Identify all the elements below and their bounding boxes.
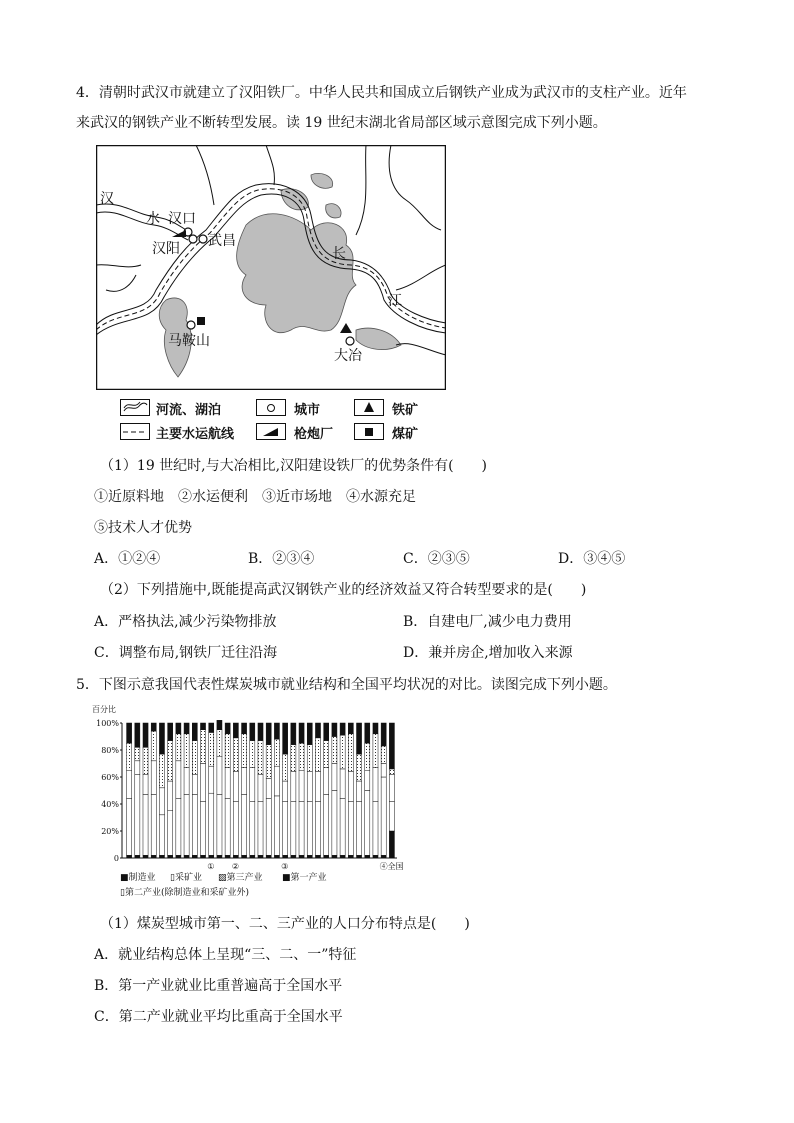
- chart-bar-segment: [266, 855, 271, 858]
- chart-bar-segment: [307, 772, 312, 802]
- q4-sub2-option-d[interactable]: D．兼并房企,增加收入来源: [403, 645, 573, 661]
- shipping-legend-icon: [120, 423, 150, 441]
- chart-bar-segment: [233, 772, 238, 802]
- chart-bar-segment: [307, 723, 312, 745]
- employment-chart: [92, 703, 412, 903]
- chart-bar-segment: [176, 734, 181, 761]
- chart-bar-segment: [299, 855, 304, 858]
- chart-bar-segment: [348, 772, 353, 802]
- chart-bar-segment: [299, 770, 304, 801]
- chart-ytick-label: 0: [113, 854, 119, 863]
- chart-bar-segment: [365, 791, 370, 856]
- chart-bar-segment: [176, 855, 181, 858]
- chart-bar-segment: [184, 768, 189, 795]
- iron-mine-legend-icon: [354, 399, 384, 417]
- chart-ylabel: 百分比: [92, 705, 116, 714]
- chart-bar-segment: [332, 764, 337, 791]
- chart-legend-entry: ■制造业: [120, 873, 156, 883]
- chart-bar-segment: [348, 734, 353, 772]
- label-hankou: 汉口: [168, 211, 196, 227]
- chart-bar-segment: [324, 795, 329, 856]
- chart-bar-segment: [151, 795, 156, 856]
- chart-bar-segment: [291, 723, 296, 745]
- map-svg: [96, 145, 446, 390]
- chart-bar-segment: [135, 723, 140, 747]
- chart-bar-segment: [389, 801, 394, 831]
- chart-bar-segment: [315, 738, 320, 772]
- chart-bar-segment: [266, 778, 271, 798]
- chart-bar-segment: [373, 855, 378, 858]
- chart-bar-segment: [299, 743, 304, 770]
- chart-bar-segment: [176, 723, 181, 734]
- chart-bar-segment: [143, 774, 148, 794]
- chart-ytick-label: 100%: [96, 719, 119, 728]
- coal-mine-legend-icon: [354, 423, 384, 441]
- q5-sub1-option-b[interactable]: B．第一产业就业比重普遍高于全国水平: [94, 978, 343, 994]
- chart-bar-segment: [217, 730, 222, 757]
- q4-sub2-option-b[interactable]: B．自建电厂,减少电力费用: [403, 614, 572, 630]
- chart-bar-segment: [356, 754, 361, 781]
- chart-bar-segment: [299, 801, 304, 855]
- city-wuchang-icon: [199, 235, 207, 243]
- chart-bar-segment: [200, 801, 205, 855]
- chart-bar-segment: [217, 855, 222, 858]
- chart-bar-segment: [200, 764, 205, 802]
- chart-bar-segment: [340, 769, 345, 799]
- chart-bar-segment: [348, 801, 353, 855]
- label-daye: 大冶: [334, 348, 362, 364]
- chart-bar-segment: [168, 811, 173, 856]
- q4-sub1-items-line2: ⑤技术人才优势: [94, 520, 192, 536]
- chart-bar-segment: [356, 855, 361, 858]
- map-legend: [118, 396, 438, 444]
- q5-sub1-option-a[interactable]: A．就业结构总体上呈现“三、二、一”特征: [94, 947, 357, 963]
- chart-legend-entry: ▯采矿业: [170, 873, 202, 883]
- chart-bar-segment: [135, 761, 140, 775]
- city-hanyang-icon: [189, 235, 197, 243]
- legend-arsenal: 枪炮厂: [294, 427, 334, 442]
- chart-bar-segment: [250, 801, 255, 855]
- q4-sub1-option-a[interactable]: A．①②④: [94, 551, 161, 567]
- chart-bar-segment: [168, 723, 173, 741]
- chart-bar-segment: [233, 855, 238, 858]
- chart-bar-segment: [217, 757, 222, 795]
- chart-bar-segment: [340, 723, 345, 735]
- chart-bar-segment: [307, 745, 312, 772]
- chart-bar-segment: [225, 799, 230, 856]
- chart-bar-segment: [151, 761, 156, 795]
- chart-bar-segment: [315, 772, 320, 802]
- chart-bar-segment: [192, 795, 197, 856]
- chart-bar-segment: [389, 769, 394, 774]
- chart-bar-segment: [192, 774, 197, 794]
- chart-bar-segment: [356, 723, 361, 754]
- chart-bar-segment: [381, 764, 386, 778]
- label-han: 汉: [100, 191, 114, 207]
- chart-bar-segment: [283, 855, 288, 858]
- chart-bar-segment: [143, 855, 148, 858]
- q4-sub2-question: （2）下列措施中,既能提高武汉钢铁产业的经济效益又符合转型要求的是( ): [100, 582, 587, 598]
- chart-bar-segment: [381, 777, 386, 855]
- chart-bar-segment: [307, 801, 312, 855]
- chart-bar-segment: [151, 723, 156, 731]
- chart-bar-segment: [200, 730, 205, 764]
- chart-bar-segment: [135, 747, 140, 761]
- chart-bar-segment: [266, 723, 271, 745]
- chart-legend-entry: ▨第三产业: [218, 873, 263, 883]
- q4-sub2-option-a[interactable]: A．严格执法,减少污染物排放: [94, 614, 277, 630]
- chart-bar-segment: [291, 801, 296, 855]
- chart-bar-segment: [258, 723, 263, 741]
- chart-ytick-label: 20%: [101, 827, 119, 836]
- chart-bar-segment: [381, 746, 386, 764]
- chart-bar-segment: [389, 723, 394, 769]
- chart-bar-segment: [348, 723, 353, 734]
- chart-bar-segment: [159, 855, 164, 858]
- chart-bar-segment: [233, 723, 238, 738]
- chart-bar-segment: [324, 723, 329, 741]
- label-wuchang: 武昌: [208, 233, 236, 249]
- chart-bar-segment: [340, 855, 345, 858]
- chart-bar-segment: [200, 855, 205, 858]
- label-jiang: 江: [388, 293, 402, 309]
- chart-bar-segment: [225, 768, 230, 799]
- arsenal-legend-icon: [256, 423, 286, 441]
- chart-bar-segment: [381, 723, 386, 746]
- chart-bar-segment: [233, 801, 238, 855]
- chart-bar-segment: [209, 855, 214, 858]
- chart-bar-segment: [356, 801, 361, 855]
- q5-stem: 5．下图示意我国代表性煤炭城市就业结构和全国平均状况的对比。读图完成下列小题。: [76, 677, 617, 693]
- chart-x-mark: ③: [281, 862, 289, 871]
- q5-sub1-question: （1）煤炭型城市第一、二、三产业的人口分布特点是( ): [100, 916, 470, 932]
- legend-coal-mine: 煤矿: [392, 427, 419, 442]
- chart-bar-segment: [307, 855, 312, 858]
- chart-bar-segment: [143, 723, 148, 747]
- chart-bar-segment: [209, 732, 214, 766]
- chart-bar-segment: [389, 774, 394, 801]
- chart-bar-segment: [356, 781, 361, 801]
- chart-bar-segment: [242, 768, 247, 795]
- chart-bar-segment: [324, 741, 329, 768]
- chart-bar-segment: [365, 723, 370, 743]
- chart-bar-segment: [324, 855, 329, 858]
- chart-bar-segment: [373, 801, 378, 855]
- city-daye-icon: [346, 337, 354, 345]
- employment-chart-svg: [92, 703, 412, 903]
- legend-river-lake: 河流、湖泊: [156, 403, 222, 418]
- chart-bar-segment: [127, 770, 132, 798]
- chart-bar-segment: [315, 723, 320, 738]
- chart-bar-segment: [143, 795, 148, 856]
- chart-bar-segment: [291, 745, 296, 772]
- q5-sub1-option-c[interactable]: C．第二产业就业平均比重高于全国水平: [94, 1009, 343, 1025]
- q4-stem-line1: 4．清朝时武汉市就建立了汉阳铁厂。中华人民共和国成立后钢铁产业成为武汉市的支柱产业。近年: [76, 85, 687, 101]
- chart-bar-segment: [192, 741, 197, 775]
- chart-bar-segment: [250, 723, 255, 741]
- chart-bar-segment: [373, 734, 378, 768]
- chart-bar-segment: [291, 855, 296, 858]
- q4-sub1-items-line1: ①近原料地 ②水运便利 ③近市场地 ④水源充足: [94, 489, 416, 505]
- chart-bar-segment: [127, 799, 132, 856]
- label-shui: 水: [146, 211, 160, 227]
- chart-bar-segment: [184, 723, 189, 734]
- chart-bar-segment: [250, 855, 255, 858]
- chart-bar-segment: [315, 855, 320, 858]
- chart-ytick-label: 40%: [101, 800, 119, 809]
- chart-bar-segment: [332, 723, 337, 737]
- chart-bar-segment: [127, 743, 132, 770]
- chart-bar-segment: [127, 855, 132, 858]
- chart-bar-segment: [168, 781, 173, 811]
- chart-bar-segment: [242, 855, 247, 858]
- chart-bar-segment: [274, 855, 279, 858]
- chart-bar-segment: [283, 723, 288, 754]
- chart-bar-segment: [283, 754, 288, 781]
- chart-bar-segment: [225, 723, 230, 734]
- chart-bar-segment: [233, 738, 238, 772]
- chart-bar-segment: [365, 743, 370, 770]
- q4-sub2-option-c[interactable]: C．调整布局,钢铁厂迁往沿海: [94, 645, 278, 661]
- chart-bar-segment: [381, 855, 386, 858]
- chart-bar-segment: [242, 734, 247, 768]
- chart-bar-segment: [373, 723, 378, 734]
- city-maanshan-icon: [187, 321, 195, 329]
- chart-bar-segment: [151, 731, 156, 761]
- chart-bar-segment: [135, 774, 140, 855]
- chart-bar-segment: [242, 795, 247, 856]
- coal-mine-icon: [197, 317, 205, 325]
- chart-bar-segment: [299, 723, 304, 743]
- legend-city: 城市: [294, 403, 321, 418]
- city-legend-icon: [256, 399, 286, 417]
- chart-bar-segment: [217, 795, 222, 856]
- chart-bar-segment: [340, 799, 345, 856]
- chart-bar-segment: [151, 855, 156, 858]
- chart-bar-segment: [168, 741, 173, 782]
- chart-bar-segment: [184, 855, 189, 858]
- chart-bar-segment: [159, 815, 164, 856]
- q4-stem-line2: 来武汉的钢铁产业不断转型发展。读 19 世纪末湖北省局部区域示意图完成下列小题。: [76, 115, 607, 131]
- chart-ytick-label: 80%: [101, 746, 119, 755]
- chart-bar-segment: [332, 855, 337, 858]
- chart-bar-segment: [176, 799, 181, 856]
- q4-sub1-question: （1）19 世纪时,与大冶相比,汉阳建设铁厂的优势条件有( ): [100, 458, 487, 474]
- chart-bar-segment: [176, 761, 181, 799]
- chart-bar-segment: [209, 723, 214, 732]
- chart-bar-segment: [192, 855, 197, 858]
- chart-bar-segment: [159, 788, 164, 815]
- chart-bar-segment: [258, 741, 263, 775]
- chart-bar-segment: [184, 795, 189, 856]
- chart-bar-segment: [225, 734, 230, 768]
- chart-bar-segment: [348, 855, 353, 858]
- chart-bar-segment: [225, 855, 230, 858]
- chart-bar-segment: [365, 855, 370, 858]
- chart-legend-entry: ▯第二产业(除制造业和采矿业外): [120, 888, 249, 898]
- chart-bar-segment: [159, 754, 164, 788]
- chart-bar-segment: [258, 855, 263, 858]
- chart-ytick-label: 60%: [101, 773, 119, 782]
- chart-bar-segment: [365, 770, 370, 790]
- chart-bar-segment: [127, 723, 132, 743]
- label-maanshan: 马鞍山: [168, 333, 210, 349]
- chart-bar-segment: [209, 793, 214, 855]
- chart-bar-segment: [217, 720, 222, 729]
- label-chang: 长: [332, 246, 346, 262]
- hubei-map: [96, 145, 446, 390]
- chart-bar-segment: [274, 739, 279, 766]
- chart-bar-segment: [250, 768, 255, 802]
- chart-bar-segment: [209, 766, 214, 793]
- chart-x-mark: ②: [231, 862, 240, 871]
- chart-bar-segment: [373, 768, 378, 802]
- chart-bar-segment: [192, 723, 197, 741]
- chart-bar-segment: [200, 723, 205, 730]
- q4-sub1-option-b[interactable]: B．②③④: [248, 551, 315, 567]
- chart-bar-segment: [283, 801, 288, 855]
- chart-bar-segment: [283, 781, 288, 801]
- chart-bar-segment: [266, 745, 271, 779]
- chart-bar-segment: [332, 737, 337, 764]
- label-hanyang: 汉阳: [152, 241, 180, 257]
- q4-sub1-option-d[interactable]: D．③④⑤: [558, 551, 626, 567]
- chart-bar-segment: [250, 741, 255, 768]
- chart-bar-segment: [274, 796, 279, 855]
- chart-x-mark: ④全国: [379, 862, 404, 871]
- chart-bar-segment: [159, 723, 164, 754]
- chart-bar-segment: [324, 768, 329, 795]
- river-lake-legend-icon: [120, 399, 150, 417]
- chart-bar-segment: [340, 735, 345, 769]
- chart-bar-segment: [266, 799, 271, 856]
- q4-sub1-option-c[interactable]: C．②③⑤: [403, 551, 470, 567]
- legend-shipping: 主要水运航线: [156, 427, 235, 442]
- chart-legend-entry: ■第一产业: [282, 873, 327, 883]
- chart-bar-segment: [315, 801, 320, 855]
- chart-bar-segment: [274, 766, 279, 796]
- chart-bar-segment: [242, 723, 247, 734]
- chart-bar-segment: [258, 774, 263, 801]
- chart-bar-segment: [143, 747, 148, 774]
- chart-bar-segment: [332, 791, 337, 856]
- chart-bar-segment: [168, 855, 173, 858]
- chart-bar-segment: [258, 801, 263, 855]
- chart-bar-segment: [135, 855, 140, 858]
- chart-bar-segment: [389, 831, 394, 858]
- legend-iron-mine: 铁矿: [392, 403, 419, 418]
- chart-bar-segment: [274, 723, 279, 739]
- chart-x-mark: ①: [207, 862, 215, 871]
- chart-bar-segment: [291, 772, 296, 802]
- chart-bar-segment: [184, 734, 189, 768]
